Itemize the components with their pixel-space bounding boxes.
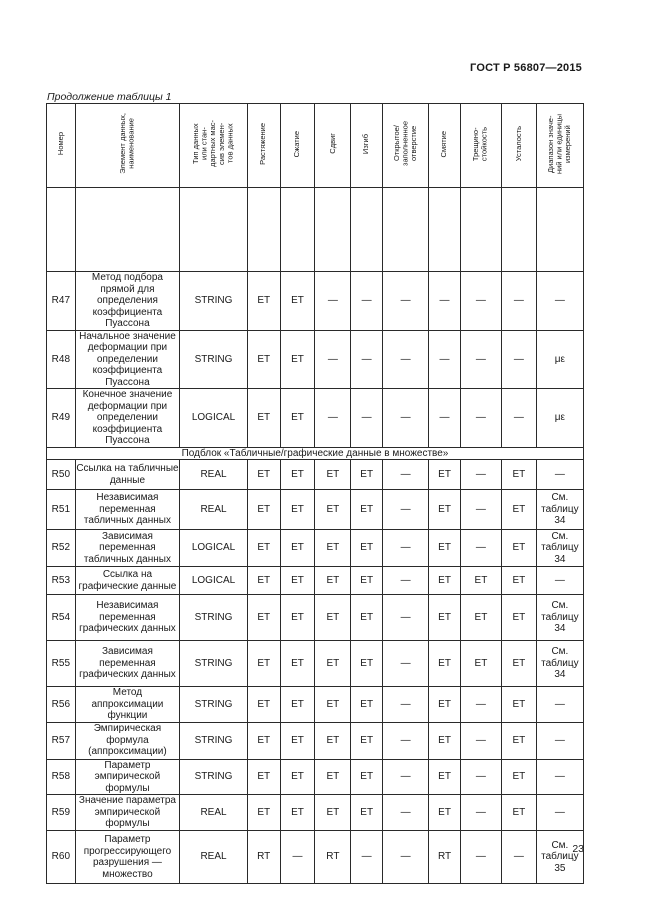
spacer-cell [501,188,536,272]
row-name: Значение параметра эмпирической формулы [75,795,180,831]
table-row [47,795,584,831]
row-name: Начальное значение деформации при определении коэффициента Пуассона [75,330,180,389]
row-value: — [501,831,536,884]
row-value: RT [315,831,351,884]
row-value: ET [351,795,383,831]
row-value: — [460,389,501,448]
table-row [47,722,584,759]
row-value: ET [429,795,461,831]
spacer-cell [351,188,383,272]
row-value: — [351,389,383,448]
row-value: — [460,272,501,331]
row-value: — [351,831,383,884]
table-caption: Продолжение таблицы 1 [47,91,172,103]
table-row [47,490,584,530]
row-value: ET [429,460,461,490]
header-spacer-row [47,188,584,272]
row-value: ET [315,722,351,759]
row-value: ET [351,641,383,687]
column-header [383,104,429,188]
row-value: — [383,530,429,567]
spacer-cell [315,188,351,272]
table-row [47,272,584,331]
row-type: REAL [180,460,248,490]
row-value: ET [429,722,461,759]
row-value: — [383,641,429,687]
row-name: Независимая переменная графических данных [75,595,180,641]
row-value: — [429,272,461,331]
row-value: — [460,795,501,831]
row-type: LOGICAL [180,567,248,595]
row-value: ET [247,567,280,595]
row-name: Параметр эмпирической формулы [75,759,180,795]
row-value: ET [280,567,315,595]
row-value: — [383,759,429,795]
row-range: См. таблицу 34 [536,595,583,641]
row-value: ET [501,687,536,723]
row-range: — [536,687,583,723]
row-number: R55 [47,641,76,687]
row-name: Зависимая переменная табличных данных [75,530,180,567]
row-value: ET [247,759,280,795]
row-value: ET [280,795,315,831]
row-value: ET [460,567,501,595]
row-value: ET [429,567,461,595]
row-value: ET [351,490,383,530]
table-row [47,687,584,723]
row-value: ET [351,530,383,567]
row-range: См. таблицу 35 [536,831,583,884]
row-value: ET [280,490,315,530]
row-type: LOGICAL [180,389,248,448]
column-header-label: Номер [55,132,65,156]
row-value: — [460,530,501,567]
row-type: LOGICAL [180,530,248,567]
row-value: — [501,330,536,389]
row-value: ET [315,567,351,595]
row-number: R51 [47,490,76,530]
row-number: R60 [47,831,76,884]
column-header-label: Элемент данных, наименование [117,113,136,175]
row-type: STRING [180,641,248,687]
row-value: — [460,722,501,759]
column-header [501,104,536,188]
row-value: ET [247,641,280,687]
table-section [47,447,584,460]
header-row [47,104,584,188]
row-value: ET [280,641,315,687]
row-value: ET [429,687,461,723]
row-value: — [280,831,315,884]
row-number: R56 [47,687,76,723]
column-header [429,104,461,188]
table-row [47,641,584,687]
spacer-cell [429,188,461,272]
row-value: ET [280,460,315,490]
row-value: ET [351,595,383,641]
spacer-cell [247,188,280,272]
row-value: ET [247,795,280,831]
row-value: ET [460,641,501,687]
row-value: — [383,795,429,831]
spacer-cell [460,188,501,272]
row-value: RT [247,831,280,884]
row-value: — [460,759,501,795]
table-row [47,759,584,795]
row-range: με [536,330,583,389]
column-header-label: Изгиб [361,133,371,154]
row-value: — [383,722,429,759]
row-value: ET [315,641,351,687]
row-type: STRING [180,722,248,759]
row-number: R59 [47,795,76,831]
row-value: ET [351,722,383,759]
row-number: R50 [47,460,76,490]
row-type: STRING [180,595,248,641]
row-value: ET [501,530,536,567]
row-value: ET [351,687,383,723]
row-range: — [536,795,583,831]
row-value: — [460,490,501,530]
row-value: — [429,389,461,448]
document-code: ГОСТ Р 56807—2015 [470,62,582,74]
row-value: ET [429,490,461,530]
row-name: Метод аппроксимации функции [75,687,180,723]
row-value: ET [315,460,351,490]
spacer-cell [280,188,315,272]
row-value: ET [429,530,461,567]
row-value: — [429,330,461,389]
row-value: — [460,831,501,884]
row-value: ET [280,330,315,389]
row-name: Ссылка на табличные данные [75,460,180,490]
row-value: ET [351,460,383,490]
row-value: — [383,567,429,595]
row-value: ET [351,567,383,595]
column-header-label: Тип данных или стан- дартных мас- сив элемен- тов данных [191,120,235,168]
row-value: ET [280,722,315,759]
row-value: ET [247,389,280,448]
table-body-a [47,272,584,448]
row-range: — [536,460,583,490]
row-name: Эмпирическая формула (аппроксимации) [75,722,180,759]
row-value: ET [247,490,280,530]
row-value: — [351,330,383,389]
table-row [47,567,584,595]
row-value: ET [315,530,351,567]
row-value: ET [280,272,315,331]
row-value: ET [315,759,351,795]
row-value: ET [280,389,315,448]
row-range: — [536,272,583,331]
column-header-label: Смятие [439,130,449,157]
row-value: ET [315,595,351,641]
row-value: — [383,272,429,331]
row-number: R49 [47,389,76,448]
row-name: Зависимая переменная графических данных [75,641,180,687]
row-value: RT [429,831,461,884]
spacer-cell [536,188,583,272]
row-type: STRING [180,759,248,795]
row-number: R48 [47,330,76,389]
column-header-label: Сжатие [292,130,302,157]
row-value: — [383,490,429,530]
row-value: ET [501,460,536,490]
column-header [247,104,280,188]
row-type: REAL [180,490,248,530]
row-range: См. таблицу 34 [536,530,583,567]
row-name: Ссылка на графические данные [75,567,180,595]
row-value: ET [429,759,461,795]
row-value: ET [280,530,315,567]
table-row [47,389,584,448]
table-row [47,831,584,884]
section-title: Подблок «Табличные/графические данные в множестве» [47,447,584,460]
row-range: См. таблицу 34 [536,641,583,687]
row-value: ET [280,595,315,641]
column-header [460,104,501,188]
row-value: ET [351,759,383,795]
column-header-label: Сдвиг [327,133,337,155]
column-header-label: Растяжение [258,122,268,165]
row-value: ET [280,687,315,723]
table-row [47,595,584,641]
row-range: См. таблицу 34 [536,490,583,530]
data-elements-table [46,103,584,884]
row-value: — [315,330,351,389]
row-range: — [536,722,583,759]
row-value: ET [429,595,461,641]
row-value: ET [501,759,536,795]
row-range: με [536,389,583,448]
column-header [351,104,383,188]
row-value: — [383,389,429,448]
column-header [180,104,248,188]
row-value: — [501,389,536,448]
row-value: — [315,389,351,448]
table-row [47,460,584,490]
row-value: ET [247,595,280,641]
column-header-label: Трещино- стойкость [471,126,489,161]
row-value: ET [315,490,351,530]
row-name: Метод подбора прямой для определения коэффициента Пуассона [75,272,180,331]
row-value: ET [247,272,280,331]
row-value: — [383,687,429,723]
column-header-label: Усталость [513,126,523,162]
row-type: STRING [180,687,248,723]
row-value: — [501,272,536,331]
row-value: — [460,687,501,723]
row-value: ET [315,687,351,723]
row-value: ET [247,687,280,723]
column-header-label: Диапазон значе- ний или единицы измерений [545,113,573,174]
row-type: STRING [180,272,248,331]
row-value: ET [501,595,536,641]
row-value: ET [247,530,280,567]
row-value: ET [501,567,536,595]
row-value: — [351,272,383,331]
spacer-cell [75,188,180,272]
row-value: ET [501,641,536,687]
row-value: — [383,831,429,884]
column-header [536,104,583,188]
spacer-cell [180,188,248,272]
row-name: Независимая переменная табличных данных [75,490,180,530]
column-header-label: Открытое/ заполненное отверстие [391,121,418,167]
row-value: ET [429,641,461,687]
row-value: ET [247,330,280,389]
row-value: — [460,460,501,490]
page-number: 23 [572,843,584,855]
row-type: REAL [180,831,248,884]
row-value: ET [460,595,501,641]
row-number: R52 [47,530,76,567]
row-number: R58 [47,759,76,795]
row-range: — [536,759,583,795]
row-value: ET [501,490,536,530]
row-value: ET [247,722,280,759]
row-value: ET [501,795,536,831]
column-header [47,104,76,188]
row-value: ET [501,722,536,759]
row-value: ET [315,795,351,831]
row-value: — [315,272,351,331]
row-range: — [536,567,583,595]
row-number: R47 [47,272,76,331]
row-name: Параметр прогрессирующего разрушения — множество [75,831,180,884]
row-number: R53 [47,567,76,595]
row-value: — [383,595,429,641]
row-value: — [460,330,501,389]
column-header [315,104,351,188]
row-value: ET [247,460,280,490]
row-number: R57 [47,722,76,759]
row-value: — [383,330,429,389]
column-header [280,104,315,188]
section-row [47,447,584,460]
column-header [75,104,180,188]
table-body-b [47,460,584,884]
row-value: ET [280,759,315,795]
row-number: R54 [47,595,76,641]
spacer-cell [383,188,429,272]
table-row [47,530,584,567]
row-type: REAL [180,795,248,831]
spacer-cell [47,188,76,272]
table-row [47,330,584,389]
row-name: Конечное значение деформации при определении коэффициента Пуассона [75,389,180,448]
row-type: STRING [180,330,248,389]
row-value: — [383,460,429,490]
